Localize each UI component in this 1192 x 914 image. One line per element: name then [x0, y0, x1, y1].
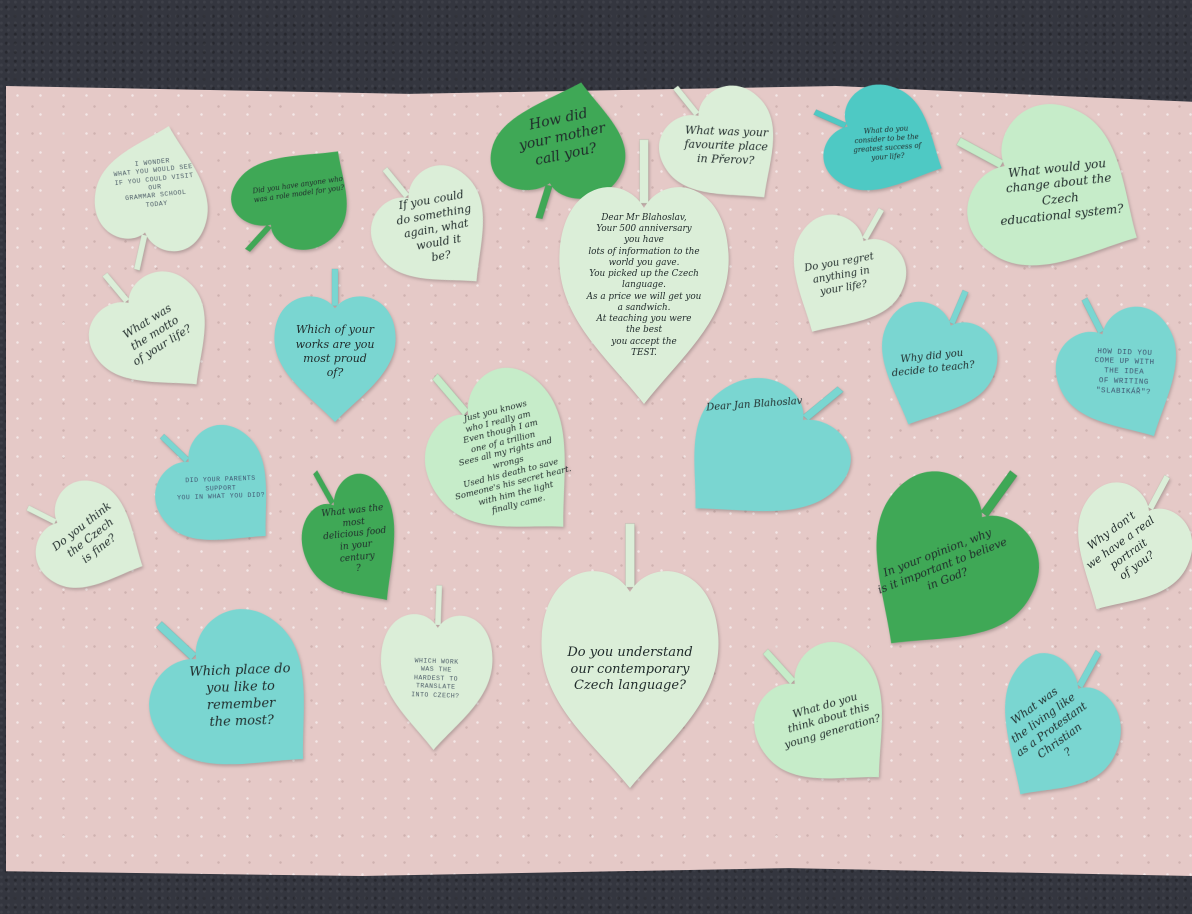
leaf-young-generation: [755, 643, 905, 802]
leaf-text: Dear Mr Blahoslav, Your 500 anniversary you have lots of information to the world you gave. You picked up the Czech language. As a price we will get you a sandwich. At teaching you were the best you accept the TEST.: [586, 212, 702, 358]
leaf-text: What would you change about the Czech educational system?: [999, 155, 1125, 228]
leaf-wonder-grammar-school: [90, 118, 221, 258]
leaf-protestant-life: [985, 652, 1124, 814]
leaf-text: Which of your works are you most proud of?: [295, 323, 375, 380]
leaf-text: What do you consider to be the greatest success of your life?: [853, 124, 922, 163]
leaf-motto: [90, 272, 224, 402]
leaf-text: HOW DID YOU COME UP WITH THE IDEA OF WRITING "SLABIKÁŘ"?: [1094, 347, 1155, 397]
leaf-parents-support: [158, 428, 284, 558]
leaf-text: How did your mother call you?: [517, 105, 607, 170]
leaf-text: What was your favourite place in Přerov?: [684, 123, 769, 168]
leaf-text: I WONDER WHAT YOU WOULD SEE IF YOU COULD VISIT OUR GRAMMAR SCHOOL TODAY: [113, 157, 194, 209]
leaf-text: Dear Jan Blahoslav: [705, 395, 803, 414]
leaf-text: If you could do something again, what would it be?: [395, 188, 473, 265]
leaf-text: DID YOUR PARENTS SUPPORT YOU IN WHAT YOU DID?: [177, 475, 266, 502]
leaf-czech-in-past: [34, 480, 152, 601]
leaf-hardest-translate: [376, 606, 497, 752]
leaf-decide-teach: [866, 298, 1001, 436]
leaf-text: In your opinion, why is it important to believe in God?: [875, 525, 1009, 597]
leaf-text: Just you knows who I really am Even though I am one of a trillion Sees all my rights and wrongs Used his death to save Someone's his secret heart. with him the light finally came.: [454, 398, 573, 516]
leaf-delicious-food: [299, 473, 412, 617]
leaf-greatest-success: [822, 84, 952, 204]
leaf-text: What was the most delicious food in your century ?: [320, 502, 387, 575]
leaf-text: What was the motto of your life?: [120, 300, 194, 369]
leaf-text: Do you regret anything in your life?: [803, 250, 875, 298]
leaf-text: What was the living like as a Protestant Christian ?: [1008, 684, 1090, 762]
leaf-text: Do you understand our contemporary Czech language?: [567, 644, 693, 694]
leaf-remember-place: [153, 613, 329, 789]
leaf-real-portrait: [1066, 486, 1188, 618]
leaf-text: Did you have anyone who was a role model for you?: [252, 174, 345, 205]
leaf-believe-god: [851, 474, 1036, 667]
leaf-change-education: [963, 101, 1156, 290]
leaf-text: What do you think about this young generation?: [783, 690, 882, 751]
leaf-text: Do you think the Czech is fine?: [49, 499, 119, 566]
leaf-slabikar: [1058, 308, 1191, 446]
leaf-text: Why did you decide to teach?: [891, 347, 976, 380]
leaf-do-again: [366, 160, 508, 305]
leaf-contemporary-czech: [538, 560, 722, 788]
leaf-text: Which place do you like to remember the most?: [189, 661, 291, 730]
leaf-text: WHICH WORK WAS THE HARDEST TO TRANSLATE INTO CZECH?: [411, 657, 460, 700]
leaf-role-model: [229, 134, 368, 255]
leaf-text: Why don't we have a real portrait of you?: [1083, 509, 1157, 583]
leaf-letter-anniversary: [556, 176, 732, 404]
leaf-proud-works: [272, 290, 398, 422]
leaf-dear-blahoslav: [667, 378, 849, 536]
